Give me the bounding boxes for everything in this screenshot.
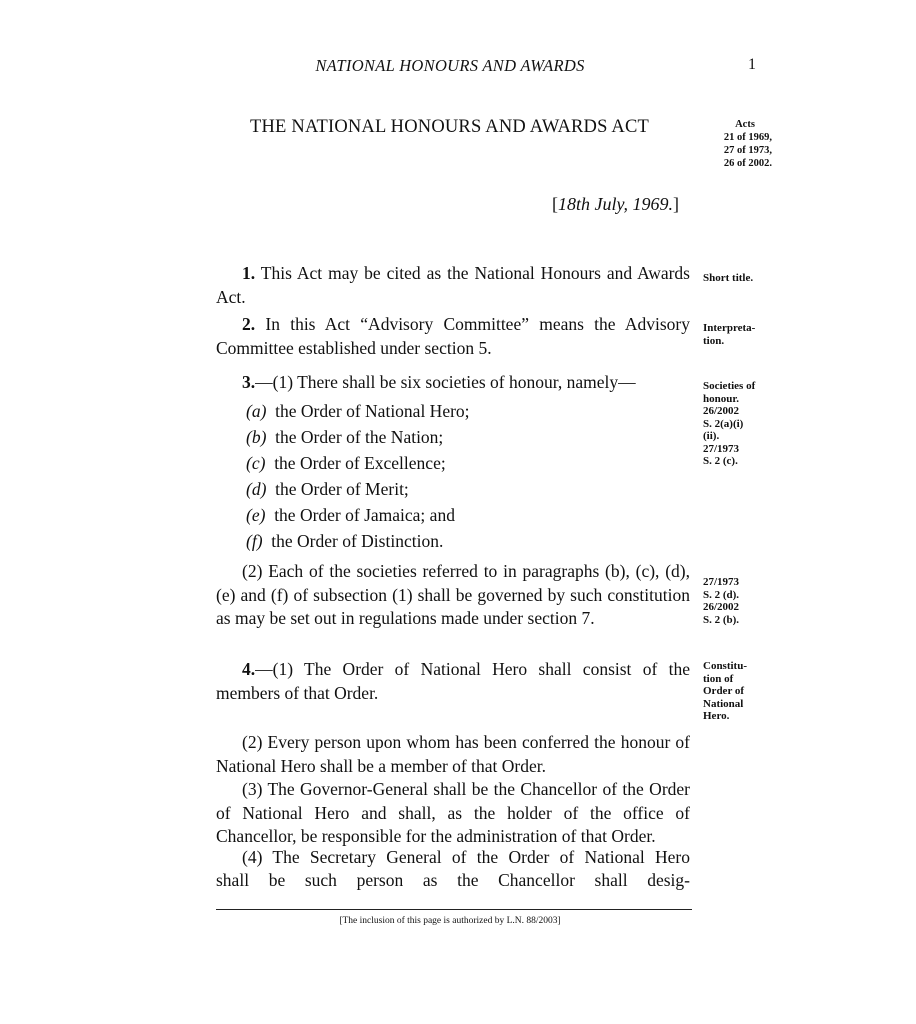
acts-citation xyxy=(702,118,772,170)
note-line: National xyxy=(703,697,744,710)
section-text: —(1) There shall be six societies of honour, namely— xyxy=(255,372,636,392)
note-line: 27/1973 xyxy=(703,442,740,455)
note-line: 26/2002 xyxy=(703,405,740,417)
section-text: In this Act “Advisory Committee” means the Advisory Committee established under section 5. xyxy=(216,314,690,358)
section-text: —(1) The Order of National Hero shall consist of the members of that Order. xyxy=(216,659,690,703)
note-line: tion of xyxy=(703,672,734,685)
running-header xyxy=(0,56,916,76)
section-text: This Act may be cited as the National Honours and Awards Act. xyxy=(216,263,690,307)
note-line: S. 2 (d). xyxy=(703,588,740,601)
section-number: 1. xyxy=(242,263,256,283)
note-line: Constitu- xyxy=(703,660,748,672)
note-line: Societies of xyxy=(703,380,756,392)
act-title: THE NATIONAL HONOURS AND AWARDS ACT xyxy=(250,117,649,137)
acts-entry: 26 of 2002. xyxy=(723,158,772,169)
section-4-subsection-4-line-2: shall be such person as the Chancellor shall desig- xyxy=(216,870,690,890)
note-line: 27/1973 xyxy=(703,576,740,588)
section-3-lead xyxy=(216,371,690,395)
list-item: (a) the Order of National Hero; xyxy=(246,401,470,421)
footer-notice xyxy=(0,916,916,926)
section-4-subsection-4-line-1: (4) The Secretary General of the Order of National Hero xyxy=(242,847,690,867)
note-line: S. 2(a)(i) xyxy=(703,417,744,430)
section-3-subsection-2: (2) Each of the societies referred to in paragraphs (b), (c), (d), (e) and (f) of subsection (1) shall be governed by such constitution as may be set out in regulations made under section 7. xyxy=(216,561,690,628)
date-text: 18th July, 1969. xyxy=(558,194,673,214)
date-bracket-open: [ xyxy=(552,194,558,214)
note-line: S. 2 (c). xyxy=(703,455,738,467)
note-line: tion. xyxy=(703,334,725,347)
section-number: 3. xyxy=(242,372,256,392)
note-line: honour. xyxy=(703,392,739,405)
note-line: (ii). xyxy=(703,430,720,442)
list-item: (d) the Order of Merit; xyxy=(246,479,409,499)
running-title: NATIONAL HONOURS AND AWARDS xyxy=(315,56,585,75)
date-bracket-close: ] xyxy=(673,194,679,214)
note-line: Order of xyxy=(703,685,745,697)
marginal-note-amendments xyxy=(703,576,773,626)
section-1 xyxy=(216,262,690,309)
footer-text: [The inclusion of this page is authorized by L.N. 88/2003] xyxy=(339,916,561,926)
note-line: 26/2002 xyxy=(703,601,740,613)
footer-rule xyxy=(216,909,692,910)
acts-entry: 21 of 1969, xyxy=(723,132,772,143)
list-item: (b) the Order of the Nation; xyxy=(246,427,444,447)
marginal-note-short-title: Short title. xyxy=(703,272,754,284)
marginal-note-constitution xyxy=(703,660,773,723)
list-item: (e) the Order of Jamaica; and xyxy=(246,505,455,525)
section-4-subsection-2: (2) Every person upon whom has been conferred the honour of National Hero shall be a member of that Order. xyxy=(216,732,690,776)
page-number: 1 xyxy=(748,56,756,73)
note-line: Interpreta- xyxy=(703,322,756,334)
commencement-date xyxy=(552,194,679,215)
acts-label: Acts xyxy=(735,119,755,130)
acts-entry: 27 of 1973, xyxy=(723,145,772,156)
note-line: Hero. xyxy=(703,710,730,722)
section-number: 2. xyxy=(242,314,256,334)
section-4-subsection-3: (3) The Governor-General shall be the Chancellor of the Order of National Hero and shall, as the holder of the office of Chancellor, be responsible for the administration of that Order. xyxy=(216,779,690,846)
note-line: S. 2 (b). xyxy=(703,613,740,626)
list-item: (c) the Order of Excellence; xyxy=(246,453,446,473)
marginal-note-societies xyxy=(703,380,773,468)
marginal-note-interpretation xyxy=(703,322,773,347)
section-4-subsection-1 xyxy=(216,658,690,705)
section-number: 4. xyxy=(242,659,256,679)
section-2 xyxy=(216,313,690,360)
list-item: (f) the Order of Distinction. xyxy=(246,531,444,551)
